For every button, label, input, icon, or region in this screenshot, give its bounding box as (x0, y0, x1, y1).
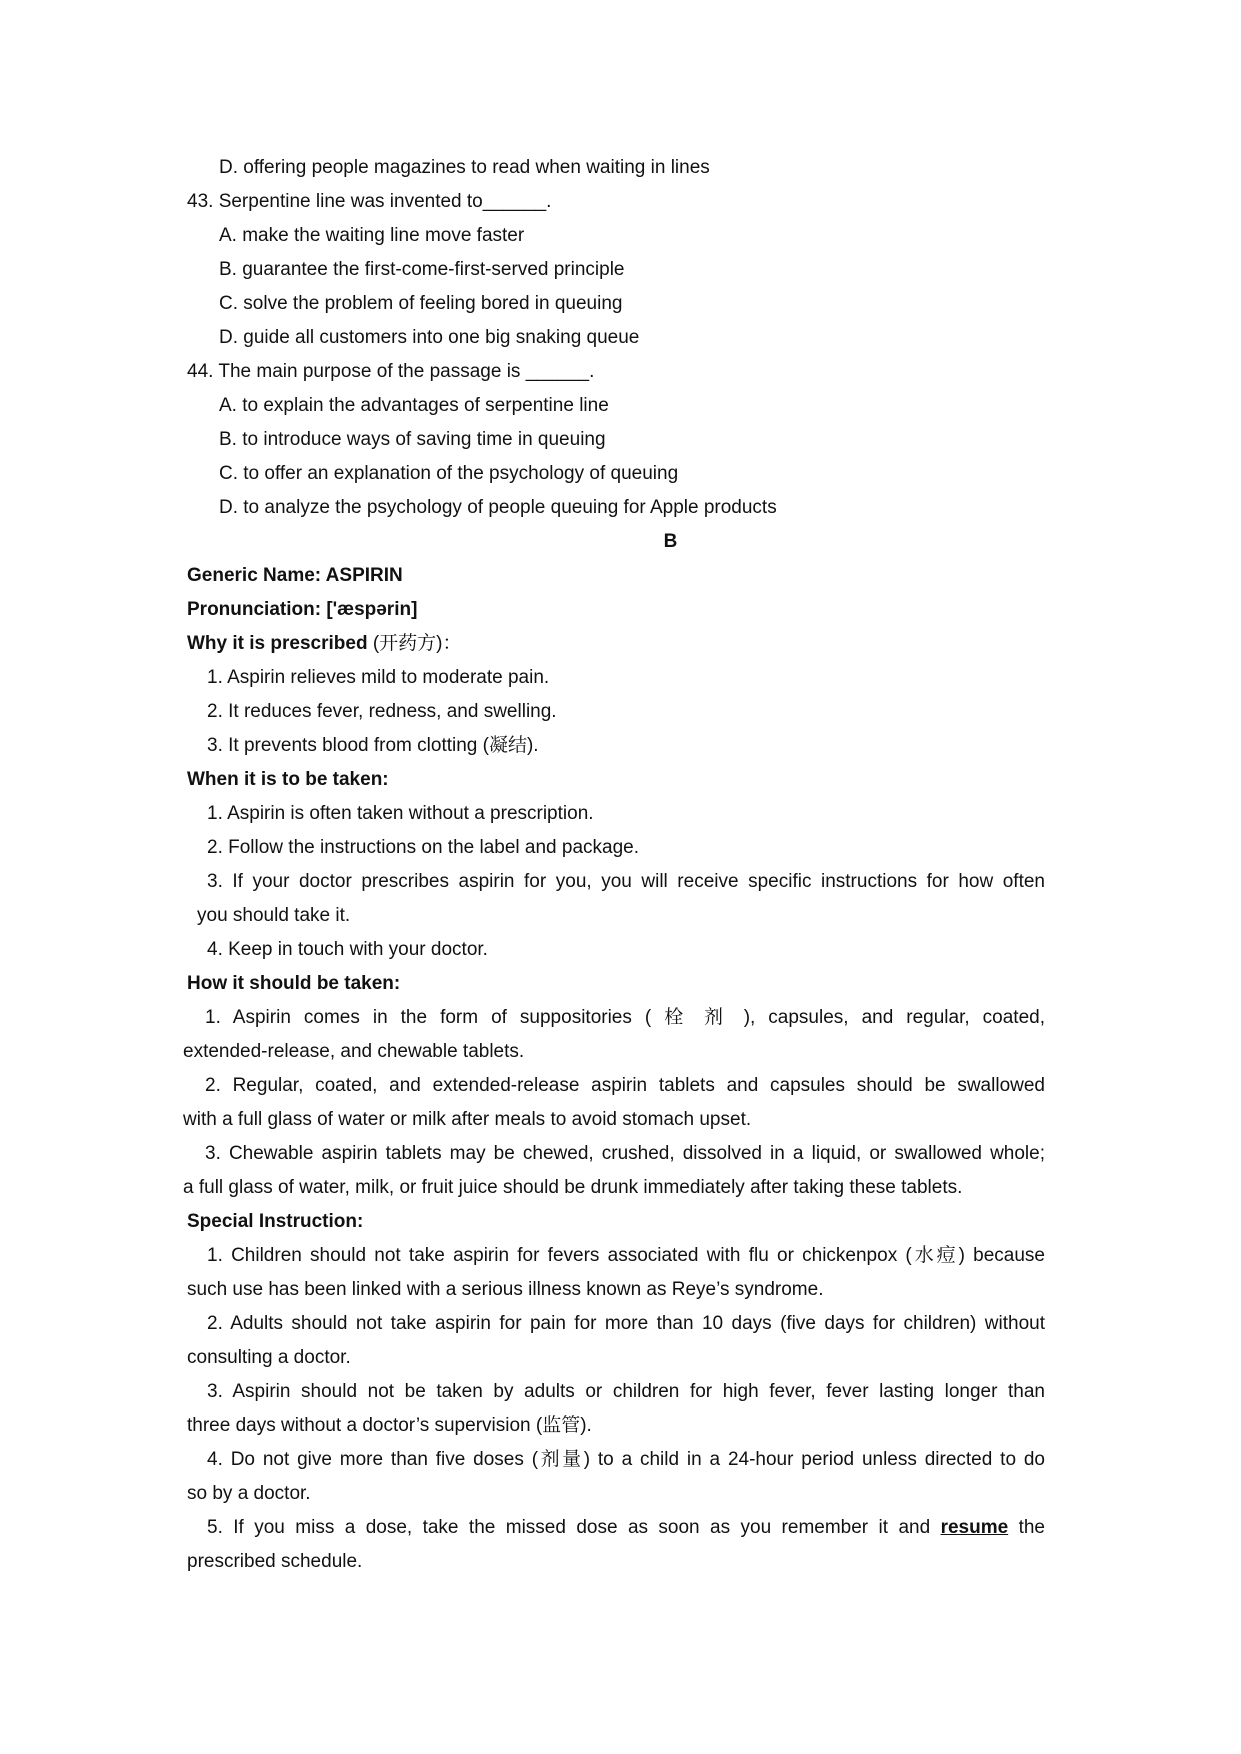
when-item-4: 4. Keep in touch with your doctor. (207, 939, 488, 960)
q44-option-c: C. to offer an explanation of the psychology of queuing (219, 463, 679, 484)
q43-option-b: B. guarantee the first-come-first-served principle (219, 259, 625, 280)
why-prescribed-heading (187, 627, 461, 661)
special-instruction-heading: Special Instruction: (187, 1211, 364, 1232)
how-taken-heading: How it should be taken: (187, 973, 401, 994)
special-item-5-line-1 (207, 1511, 1045, 1545)
section-heading-b: B (663, 531, 678, 552)
special-item-2-line-2: consulting a doctor. (187, 1347, 351, 1368)
generic-name: Generic Name: ASPIRIN (187, 565, 403, 586)
why-prescribed-label: Why it is prescribed (187, 633, 368, 654)
why-item-3: 3. It prevents blood from clotting (凝结). (207, 735, 539, 756)
special-item-3-line-1: 3. Aspirin should not be taken by adults or children for high fever, fever lasting longer than (207, 1381, 1045, 1402)
how-item-2-line-1: 2. Regular, coated, and extended-release aspirin tablets and capsules should be swallowed (205, 1075, 1045, 1096)
how-item-2-line-2: with a full glass of water or milk after meals to avoid stomach upset. (183, 1109, 752, 1130)
why-item-2: 2. It reduces fever, redness, and swelling. (207, 701, 557, 722)
how-item-1-line-2: extended-release, and chewable tablets. (183, 1041, 525, 1062)
when-item-2: 2. Follow the instructions on the label and package. (207, 837, 639, 858)
q43-option-a: A. make the waiting line move faster (219, 225, 525, 246)
when-item-1: 1. Aspirin is often taken without a prescription. (207, 803, 594, 824)
q44-option-d: D. to analyze the psychology of people queuing for Apple products (219, 497, 777, 518)
pronunciation: Pronunciation: ['æspərin] (187, 599, 418, 620)
q42-option-d: D. offering people magazines to read when waiting in lines (219, 157, 710, 178)
when-taken-heading: When it is to be taken: (187, 769, 389, 790)
special-item-1-line-2: such use has been linked with a serious illness known as Reye’s syndrome. (187, 1279, 824, 1300)
how-item-3-line-1: 3. Chewable aspirin tablets may be chewed, crushed, dissolved in a liquid, or swallowed whole; (205, 1143, 1045, 1164)
special-item-5-text-after: the (1008, 1517, 1045, 1538)
when-item-3-line-1: 3. If your doctor prescribes aspirin for you, you will receive specific instructions for how often (207, 871, 1045, 892)
special-item-5-text-before: 5. If you miss a dose, take the missed dose as soon as you remember it and (207, 1517, 941, 1538)
special-item-2-line-1: 2. Adults should not take aspirin for pain for more than 10 days (five days for children) without (207, 1313, 1045, 1334)
when-item-3-line-2: you should take it. (197, 905, 351, 926)
why-item-1: 1. Aspirin relieves mild to moderate pain. (207, 667, 550, 688)
q43-option-d: D. guide all customers into one big snaking queue (219, 327, 640, 348)
special-item-4-line-1: 4. Do not give more than five doses (剂量) to a child in a 24-hour period unless directed to do (207, 1449, 1045, 1470)
special-item-4-line-2: so by a doctor. (187, 1483, 311, 1504)
resume-underlined-word: resume (940, 1517, 1009, 1538)
how-item-3-line-2: a full glass of water, milk, or fruit juice should be drunk immediately after taking these tablets. (183, 1177, 963, 1198)
q43-stem: 43. Serpentine line was invented to______. (187, 191, 552, 212)
q44-stem: 44. The main purpose of the passage is ______. (187, 361, 595, 382)
special-item-3-line-2: three days without a doctor’s supervision (监管). (187, 1415, 592, 1436)
special-item-1-line-1: 1. Children should not take aspirin for fevers associated with flu or chickenpox (水痘) because (207, 1245, 1045, 1266)
q44-option-a: A. to explain the advantages of serpentine line (219, 395, 609, 416)
q43-option-c: C. solve the problem of feeling bored in queuing (219, 293, 623, 314)
why-prescribed-suffix: (开药方)： (367, 633, 462, 654)
q44-option-b: B. to introduce ways of saving time in queuing (219, 429, 606, 450)
how-item-1-line-1: 1. Aspirin comes in the form of suppositories ( 栓 剂 ), capsules, and regular, coated, (205, 1007, 1045, 1028)
special-item-5-line-2: prescribed schedule. (187, 1551, 363, 1572)
